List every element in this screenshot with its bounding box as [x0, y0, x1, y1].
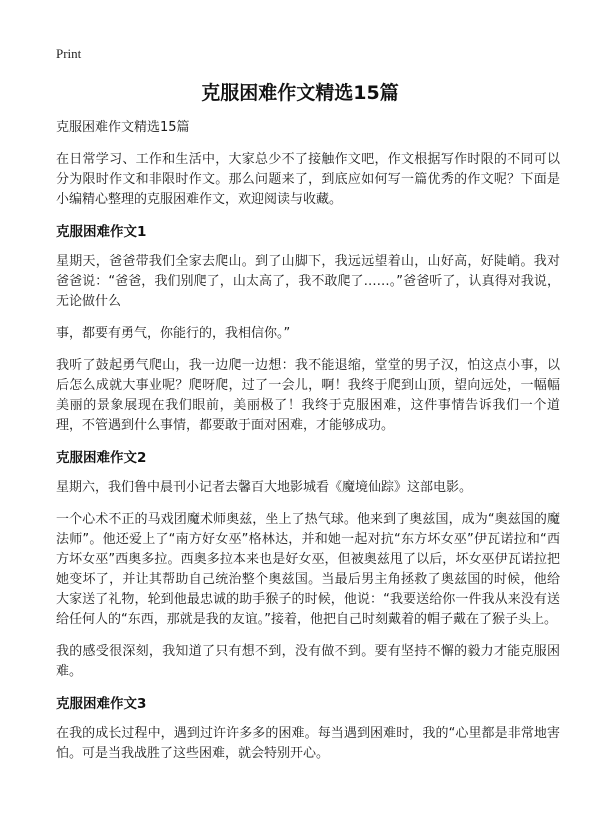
section-paragraph: 一个心术不正的马戏团魔术师奥兹，坐上了热气球。他来到了奥兹国，成为“奥兹国的魔法师”。他还爱上了“南方好女巫”格林达，并和她一起对抗“东方坏女巫”伊瓦诺拉和“西方坏女巫”西奥多拉。西奥多拉本来也是好女巫，但被奥兹甩了以后，坏女巫伊瓦诺拉把她变坏了，并让其帮助自己统治整个奥兹国。当最后男主角拯救了奥兹国的时候，他给大家送了礼物，轮到他最忠诚的助手猴子的时候，他说：“我要送给你一件我从来没有送给任何人的“东西，那就是我的友谊。”接着，他把自己时刻戴着的帽子戴在了猴子头上。	[56, 512, 560, 627]
intro-paragraph: 在日常学习、工作和生活中，大家总少不了接触作文吧，作文根据写作时限的不同可以分为限时作文和非限时作文。那么问题来了，到底应如何写一篇优秀的作文呢？下面是小编精心整理的克服困难作文，欢迎阅读与收藏。	[56, 152, 560, 207]
section-paragraph: 我的感受很深刻，我知道了只有想不到，没有做不到。要有坚持不懈的毅力才能克服困难。	[56, 644, 560, 679]
section-2	[56, 448, 560, 682]
document-body	[56, 118, 560, 776]
section-heading: 克服困难作文3	[56, 696, 147, 712]
section-paragraph: 我听了鼓起勇气爬山，我一边爬一边想：我不能退缩，堂堂的男子汉，怕这点小事，以后怎么成就大事业呢？爬呀爬，过了一会儿，啊！我终于爬到山顶，望向远处，一幅幅美丽的景象展现在我们眼前，美丽极了！我终于克服困难，这件事情告诉我们一个道理，不管遇到什么事情，都要敢于面对困难，才能够成功。	[56, 358, 560, 433]
print-link[interactable]: Print	[56, 46, 82, 61]
section-paragraph: 星期天，爸爸带我们全家去爬山。到了山脚下，我远远望着山，山好高，好陡峭。我对爸爸说：“爸爸，我们别爬了，山太高了，我不敢爬了……。”爸爸听了，认真得对我说，无论做什么	[56, 254, 560, 309]
section-paragraph: 在我的成长过程中，遇到过许许多多的困难。每当遇到困难时，我的“心里都是非常地害怕。可是当我战胜了这些困难，就会特别开心。	[56, 726, 560, 761]
section-1	[56, 222, 560, 436]
section-paragraph: 事，都要有勇气，你能行的，我相信你。”	[56, 326, 291, 341]
section-heading: 克服困难作文1	[56, 224, 147, 240]
section-3	[56, 694, 560, 764]
section-heading: 克服困难作文2	[56, 450, 147, 466]
section-paragraph: 星期六，我们鲁中晨刊小记者去馨百大地影城看《魔境仙踪》这部电影。	[56, 480, 473, 495]
document-subtitle: 克服困难作文精选15篇	[56, 120, 190, 135]
document-title: 克服困难作文精选15篇	[201, 82, 399, 104]
